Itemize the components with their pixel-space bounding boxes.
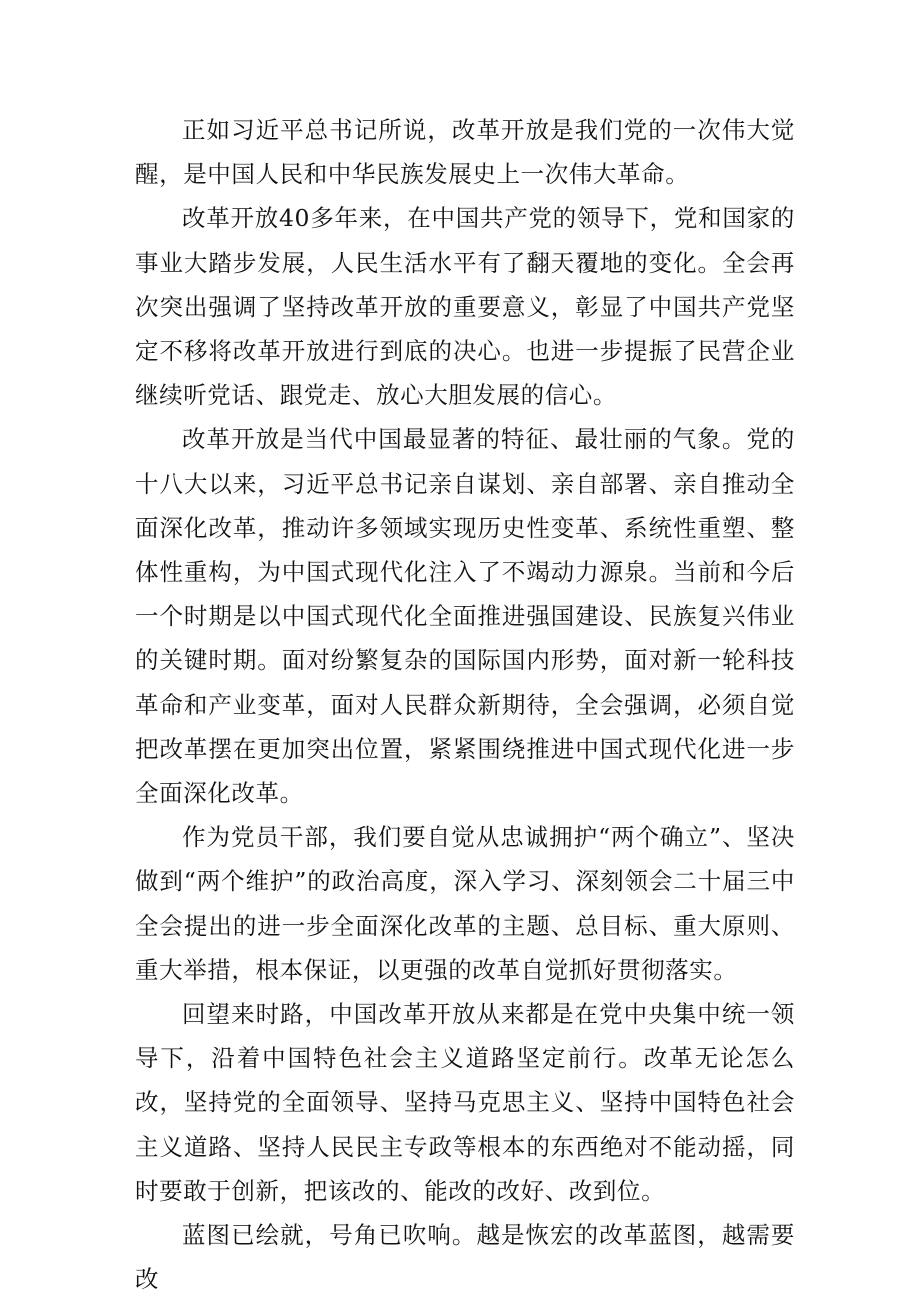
paragraph-1: 正如习近平总书记所说，改革开放是我们党的一次伟大觉醒，是中国人民和中华民族发展史上一次伟大革命。 xyxy=(135,116,795,189)
paragraph-4: 作为党员干部，我们要自觉从忠诚拥护“两个确立”、坚决做到“两个维护”的政治高度，深入学习、深刻领会二十届三中全会提出的进一步全面深化改革的主题、总目标、重大原则、重大举措，根本保证，以更强的改革自觉抓好贯彻落实。 xyxy=(135,823,795,984)
paragraph-6: 蓝图已绘就，号角已吹响。越是恢宏的改革蓝图，越需要改 xyxy=(135,1221,795,1294)
paragraph-5: 回望来时路，中国改革开放从来都是在党中央集中统一领导下，沿着中国特色社会主义道路坚定前行。改革无论怎么改，坚持党的全面领导、坚持马克思主义、坚持中国特色社会主义道路、坚持人民民主专政等根本的东西绝对不能动摇，同时要敢于创新，把该改的、能改的改好、改到位。 xyxy=(135,1000,795,1205)
paragraph-3: 改革开放是当代中国最显著的特征、最壮丽的气象。党的十八大以来，习近平总书记亲自谋划、亲自部署、亲自推动全面深化改革，推动许多领域实现历史性变革、系统性重塑、整体性重构，为中国式现代化注入了不竭动力源泉。当前和今后一个时期是以中国式现代化全面推进强国建设、民族复兴伟业的关键时期。面对纷繁复杂的国际国内形势，面对新一轮科技革命和产业变革，面对人民群众新期待，全会强调，必须自觉把改革摆在更加突出位置，紧紧围绕推进中国式现代化进一步全面深化改革。 xyxy=(135,425,795,808)
paragraph-2: 改革开放40多年来，在中国共产党的领导下，党和国家的事业大踏步发展，人民生活水平有了翻天覆地的变化。全会再次突出强调了坚持改革开放的重要意义，彰显了中国共产党坚定不移将改革开放进行到底的决心。也进一步提振了民营企业继续听党话、跟党走、放心大胆发展的信心。 xyxy=(135,204,795,410)
document-body xyxy=(135,108,795,1301)
